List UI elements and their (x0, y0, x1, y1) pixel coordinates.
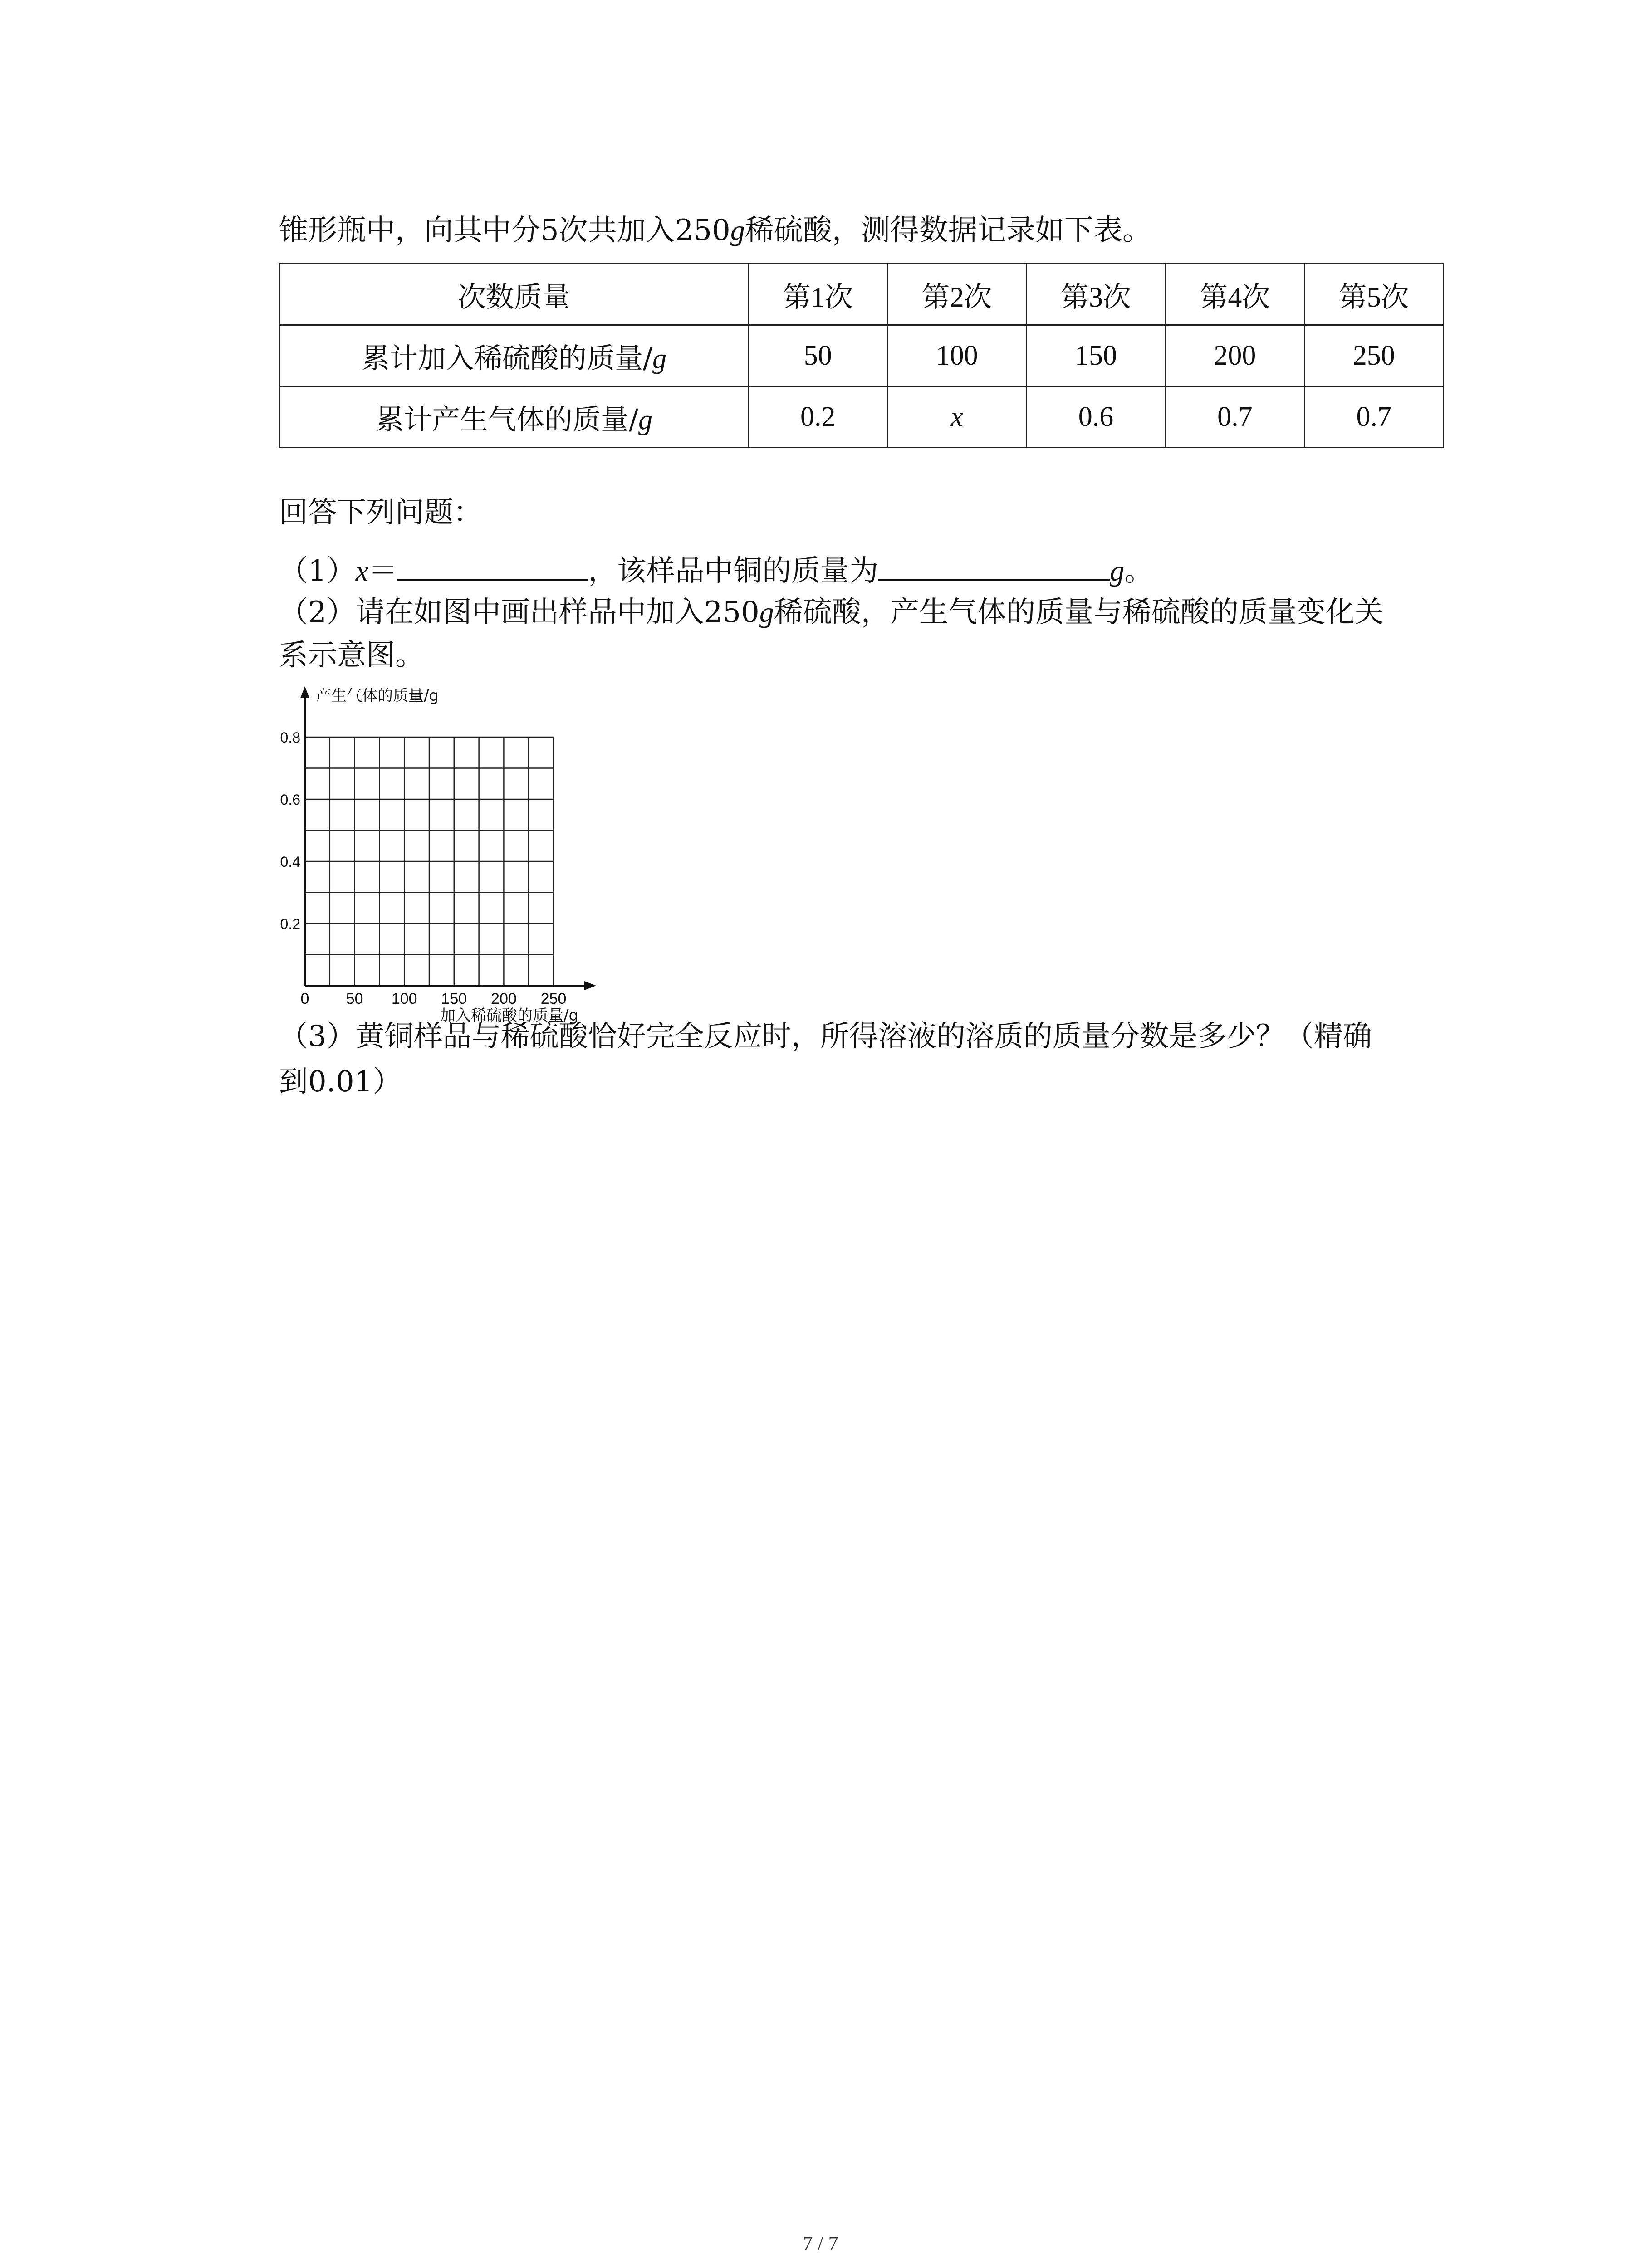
header-cell: 第4次 (1166, 264, 1304, 325)
x-tick-label: 250 (540, 990, 567, 1007)
y-axis-arrow-icon (300, 686, 309, 698)
intro-text: 锥形瓶中，向其中分5次共加入250g稀硫酸，测得数据记录如下表。 (279, 214, 1151, 247)
header-cell: 第3次 (1026, 264, 1165, 325)
y-tick-label: 0.6 (280, 792, 300, 808)
chart-grid (305, 737, 554, 986)
header-cell: 第2次 (887, 264, 1026, 325)
table-cell: x (887, 386, 1026, 448)
y-tick-label: 0.2 (280, 916, 300, 932)
header-cell: 第1次 (749, 264, 887, 325)
table-cell: 0.6 (1026, 386, 1165, 448)
table-row (280, 325, 1444, 386)
header-cell: 次数质量 (280, 264, 749, 325)
table-cell: 0.7 (1166, 386, 1304, 448)
row-label: 累计加入稀硫酸的质量/g (280, 325, 749, 386)
y-tick-label: 0.8 (280, 729, 300, 746)
question-1: （1）x＝ ，该样品中铜的质量为 g。 (279, 549, 1153, 589)
question-2-line-2: 系示意图。 (279, 639, 424, 672)
table-cell: 250 (1304, 325, 1443, 386)
answer-blank-x[interactable] (397, 549, 588, 581)
table-row (280, 386, 1444, 448)
gas-mass-chart (272, 683, 599, 1027)
row-label: 累计产生气体的质量/g (280, 386, 749, 448)
table-cell: 50 (749, 325, 887, 386)
question-3-line-1: （3）黄铜样品与稀硫酸恰好完全反应时，所得溶液的溶质的质量分数是多少？（精确 (279, 1020, 1372, 1053)
y-axis-label: 产生气体的质量/g (316, 687, 439, 705)
table-cell: 0.7 (1304, 386, 1443, 448)
x-tick-label: 150 (441, 990, 467, 1007)
x-axis-label: 加入稀硫酸的质量/g (440, 1007, 579, 1025)
table-cell: 150 (1026, 325, 1165, 386)
header-cell: 第5次 (1304, 264, 1443, 325)
table-cell: 0.2 (749, 386, 887, 448)
x-tick-label: 0 (300, 990, 309, 1007)
question-lead: 回答下列问题： (279, 496, 482, 529)
question-2-line-1: （2）请在如图中画出样品中加入250g稀硫酸，产生气体的质量与稀硫酸的质量变化关 (279, 596, 1384, 629)
x-axis-arrow-icon (584, 981, 596, 990)
table-cell: 100 (887, 325, 1026, 386)
x-tick-label: 50 (346, 990, 363, 1007)
answer-blank-copper-mass[interactable] (878, 549, 1110, 581)
y-tick-label: 0.4 (280, 854, 300, 870)
table-header-row (280, 264, 1444, 325)
question-3-line-2: 到0.01） (279, 1065, 402, 1099)
chart-ticks (280, 729, 567, 1007)
x-tick-label: 100 (391, 990, 417, 1007)
page-number: 7 / 7 (803, 2232, 838, 2254)
data-table (279, 263, 1444, 448)
table-cell: 200 (1166, 325, 1304, 386)
x-tick-label: 200 (491, 990, 517, 1007)
